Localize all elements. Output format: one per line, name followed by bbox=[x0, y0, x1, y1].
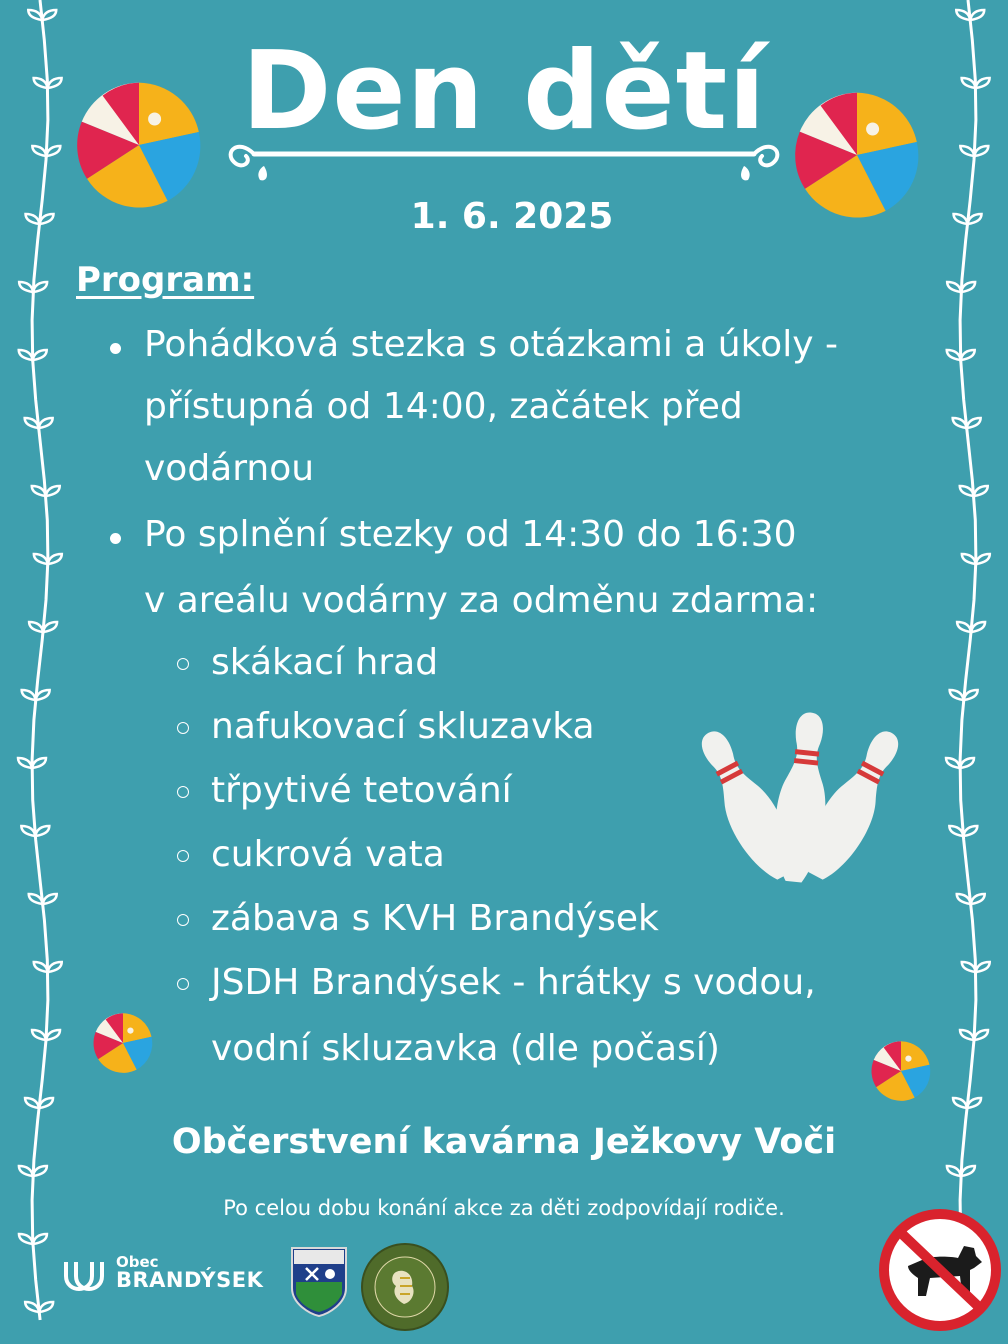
flourish-icon bbox=[224, 132, 784, 192]
page-title: Den dětí bbox=[241, 29, 767, 154]
program-item-line: v areálu vodárny za odměnu zdarma: bbox=[144, 580, 819, 621]
program-item-line: Pohádková stezka s otázkami a úkoly - bbox=[144, 324, 838, 365]
bowling-pins-icon bbox=[690, 710, 910, 890]
obec-brandysek-logo-icon bbox=[60, 1258, 108, 1292]
logo-small-text: Obec bbox=[116, 1253, 159, 1271]
sub-item: nafukovací skluzavka bbox=[211, 706, 595, 747]
program-item-line: vodárnou bbox=[144, 448, 315, 489]
beach-ball-icon bbox=[92, 1012, 154, 1074]
sub-item: vodní skluzavka (dle počasí) bbox=[211, 1028, 720, 1069]
sub-bullet-icon bbox=[177, 658, 189, 670]
logo-big-text: BRANDÝSEK bbox=[116, 1268, 264, 1292]
program-item-line: přístupná od 14:00, začátek před bbox=[144, 386, 743, 427]
sub-item: cukrová vata bbox=[211, 834, 445, 875]
fire-brigade-emblem-icon bbox=[288, 1244, 350, 1318]
program-heading: Program: bbox=[76, 260, 255, 300]
sub-bullet-icon bbox=[177, 722, 189, 734]
no-dogs-sign-icon bbox=[878, 1208, 1002, 1332]
refreshments-text: Občerstvení kavárna Ježkovy Voči bbox=[171, 1122, 837, 1162]
sub-bullet-icon bbox=[177, 914, 189, 926]
sub-item: třpytivé tetování bbox=[211, 770, 512, 811]
sub-bullet-icon bbox=[177, 850, 189, 862]
program-item-line: Po splnění stezky od 14:30 do 16:30 bbox=[144, 514, 797, 555]
beach-ball-icon bbox=[74, 80, 204, 210]
obec-brandysek-logo bbox=[116, 1255, 263, 1291]
sub-item: JSDH Brandýsek - hrátky s vodou, bbox=[211, 962, 816, 1003]
sub-bullet-icon bbox=[177, 978, 189, 990]
sub-item: skákací hrad bbox=[211, 642, 439, 683]
beach-ball-icon bbox=[870, 1040, 932, 1102]
sub-item: zábava s KVH Brandýsek bbox=[211, 898, 659, 939]
bullet-dot bbox=[110, 343, 121, 354]
bullet-dot bbox=[110, 533, 121, 544]
sub-bullet-icon bbox=[177, 786, 189, 798]
military-history-club-emblem-icon bbox=[360, 1242, 450, 1332]
parents-note: Po celou dobu konání akce za děti zodpovídají rodiče. bbox=[223, 1196, 785, 1220]
event-date: 1. 6. 2025 bbox=[410, 196, 614, 237]
